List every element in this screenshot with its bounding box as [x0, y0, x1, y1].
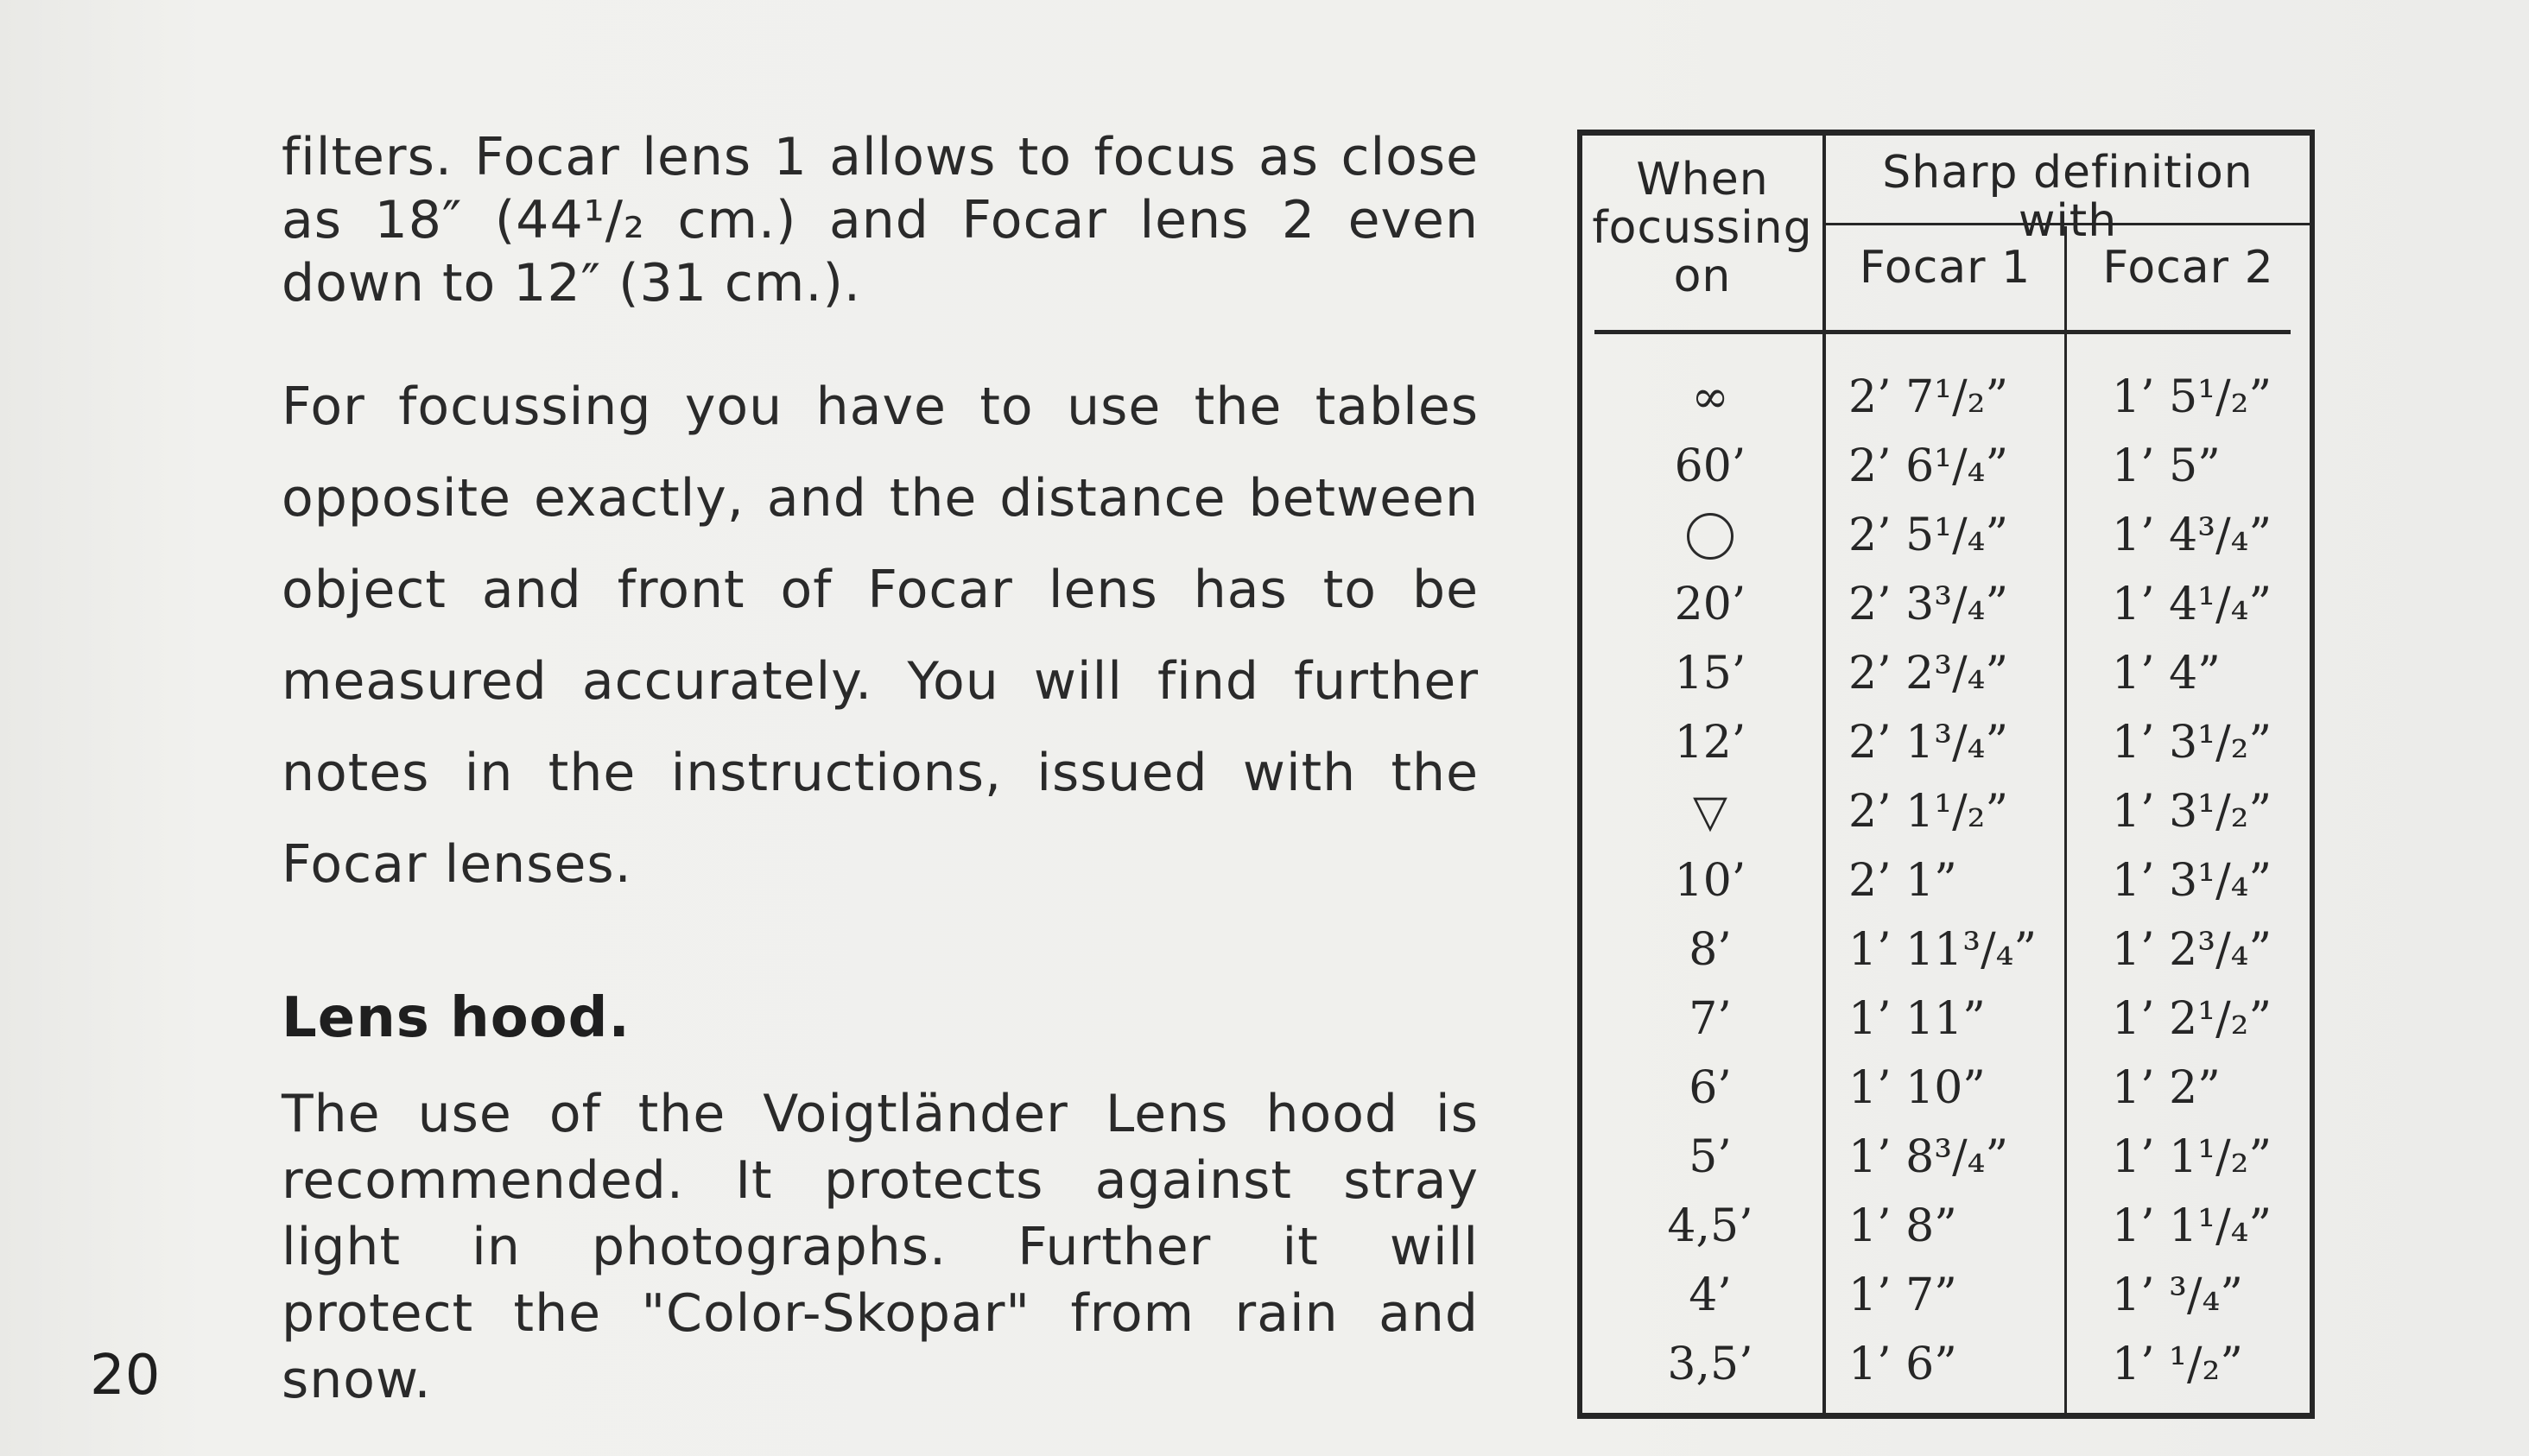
triangle-symbol-icon: ▽: [1693, 786, 1727, 838]
focar2-cell: 1’ 4¹/₄”: [2112, 579, 2272, 630]
table-header-rule: [1594, 330, 2291, 334]
table-border-top: [1577, 130, 2315, 136]
distance-cell: 15’: [1674, 648, 1746, 700]
focar1-cell: 2’ 1³/₄”: [1848, 717, 2009, 769]
text-line: notes in the instructions, issued with the: [282, 743, 1479, 803]
distance-cell: 4,5’: [1667, 1200, 1753, 1252]
distance-cell: 5’: [1689, 1131, 1732, 1183]
focar2-cell: 1’ 3¹/₂”: [2112, 717, 2272, 769]
distance-cell: 8’: [1689, 924, 1732, 976]
header-focar-1: Focar 1: [1859, 242, 2031, 294]
header-line: When: [1636, 154, 1769, 206]
text-line: object and front of Focar lens has to be: [282, 560, 1479, 620]
focar1-cell: 1’ 7”: [1848, 1269, 1957, 1321]
focar2-cell: 1’ 1¹/₂”: [2112, 1131, 2272, 1183]
focussing-paragraph: [282, 361, 1479, 910]
distance-cell: ∞: [1691, 371, 1729, 423]
table-row: [1581, 639, 2306, 708]
text-line: protect the "Color-Skopar" from rain and: [282, 1283, 1479, 1344]
header-when-focussing: [1582, 155, 1822, 301]
table-row: [1581, 501, 2306, 570]
distance-cell: 60’: [1674, 440, 1746, 492]
text-line: measured accurately. You will find further: [282, 651, 1479, 712]
focar1-cell: 1’ 6”: [1848, 1339, 1957, 1390]
focar1-cell: 1’ 8³/₄”: [1848, 1131, 2009, 1183]
focar1-cell: 2’ 1”: [1848, 855, 1957, 907]
focar1-cell: 2’ 6¹/₄”: [1848, 440, 2009, 492]
distance-cell: [1581, 501, 1840, 570]
distance-cell: 6’: [1689, 1062, 1732, 1114]
focar1-cell: 2’ 5¹/₄”: [1848, 510, 2009, 561]
focar2-cell: 1’ 2³/₄”: [2112, 924, 2272, 976]
text-line: Focar lenses.: [282, 834, 632, 895]
header-line: on: [1673, 250, 1732, 302]
focar2-cell: 1’ 3¹/₂”: [2112, 786, 2272, 838]
focar1-cell: 1’ 11³/₄”: [1848, 924, 2038, 976]
table-row: [1581, 708, 2306, 777]
table-border-bottom: [1577, 1413, 2315, 1419]
focar-paragraph: [282, 126, 1479, 315]
distance-cell: 10’: [1674, 855, 1746, 907]
focar2-cell: 1’ ¹/₂”: [2112, 1339, 2243, 1390]
text-line: down to 12″ (31 cm.).: [282, 253, 861, 313]
table-border-right: [2310, 130, 2315, 1419]
text-line: snow.: [282, 1350, 432, 1410]
focar1-cell: 2’ 7¹/₂”: [1848, 371, 2009, 423]
table-row: [1581, 1192, 2306, 1261]
text-line: as 18″ (44¹/₂ cm.) and Focar lens 2 even: [282, 190, 1479, 250]
distance-cell: 4’: [1689, 1269, 1732, 1321]
text-line: opposite exactly, and the distance between: [282, 468, 1479, 529]
table-row: [1581, 846, 2306, 915]
table-row: [1581, 1330, 2306, 1399]
table-row: [1581, 777, 2306, 846]
text-line: light in photographs. Further it will: [282, 1217, 1479, 1277]
focar2-cell: 1’ 2”: [2112, 1062, 2221, 1114]
text-line: For focussing you have to use the tables: [282, 377, 1479, 437]
table-row: [1581, 1261, 2306, 1330]
focar2-cell: 1’ 4³/₄”: [2112, 510, 2272, 561]
focar1-cell: 2’ 2³/₄”: [1848, 648, 2009, 700]
table-row: [1581, 1054, 2306, 1123]
page-number: 20: [90, 1344, 161, 1408]
table-row: [1581, 984, 2306, 1054]
table-row: [1581, 432, 2306, 501]
focar2-cell: 1’ 4”: [2112, 648, 2221, 700]
focar2-cell: 1’ ³/₄”: [2112, 1269, 2243, 1321]
table-row: [1581, 1123, 2306, 1192]
focar1-cell: 1’ 8”: [1848, 1200, 1957, 1252]
text-line: The use of the Voigtländer Lens hood is: [282, 1084, 1479, 1144]
header-sharp-definition: Sharp definition with: [1882, 147, 2253, 247]
section-heading: Lens hood.: [282, 986, 631, 1050]
distance-cell: 3,5’: [1667, 1339, 1753, 1390]
focar1-cell: 2’ 1¹/₂”: [1848, 786, 2009, 838]
lens-hood-paragraph: [282, 1081, 1479, 1414]
focar2-cell: 1’ 3¹/₄”: [2112, 855, 2272, 907]
focar1-cell: 2’ 3³/₄”: [1848, 579, 2009, 630]
focar1-cell: 1’ 10”: [1848, 1062, 1986, 1114]
focar1-cell: 1’ 11”: [1848, 993, 1986, 1045]
header-focar-2: Focar 2: [2102, 242, 2274, 294]
table-row: [1581, 915, 2306, 984]
focar2-cell: 1’ 5¹/₂”: [2112, 371, 2272, 423]
circle-symbol-icon: [1687, 513, 1734, 560]
focar2-cell: 1’ 1¹/₄”: [2112, 1200, 2272, 1252]
distance-cell: 12’: [1674, 717, 1746, 769]
text-line: filters. Focar lens 1 allows to focus as close: [282, 127, 1479, 187]
focar2-cell: 1’ 5”: [2112, 440, 2221, 492]
header-line: focussing: [1592, 202, 1813, 254]
table-row: [1581, 570, 2306, 639]
table-row: [1581, 363, 2306, 432]
focar2-cell: 1’ 2¹/₂”: [2112, 993, 2272, 1045]
distance-cell: 20’: [1674, 579, 1746, 630]
distance-cell: 7’: [1689, 993, 1732, 1045]
text-line: recommended. It protects against stray: [282, 1150, 1479, 1211]
